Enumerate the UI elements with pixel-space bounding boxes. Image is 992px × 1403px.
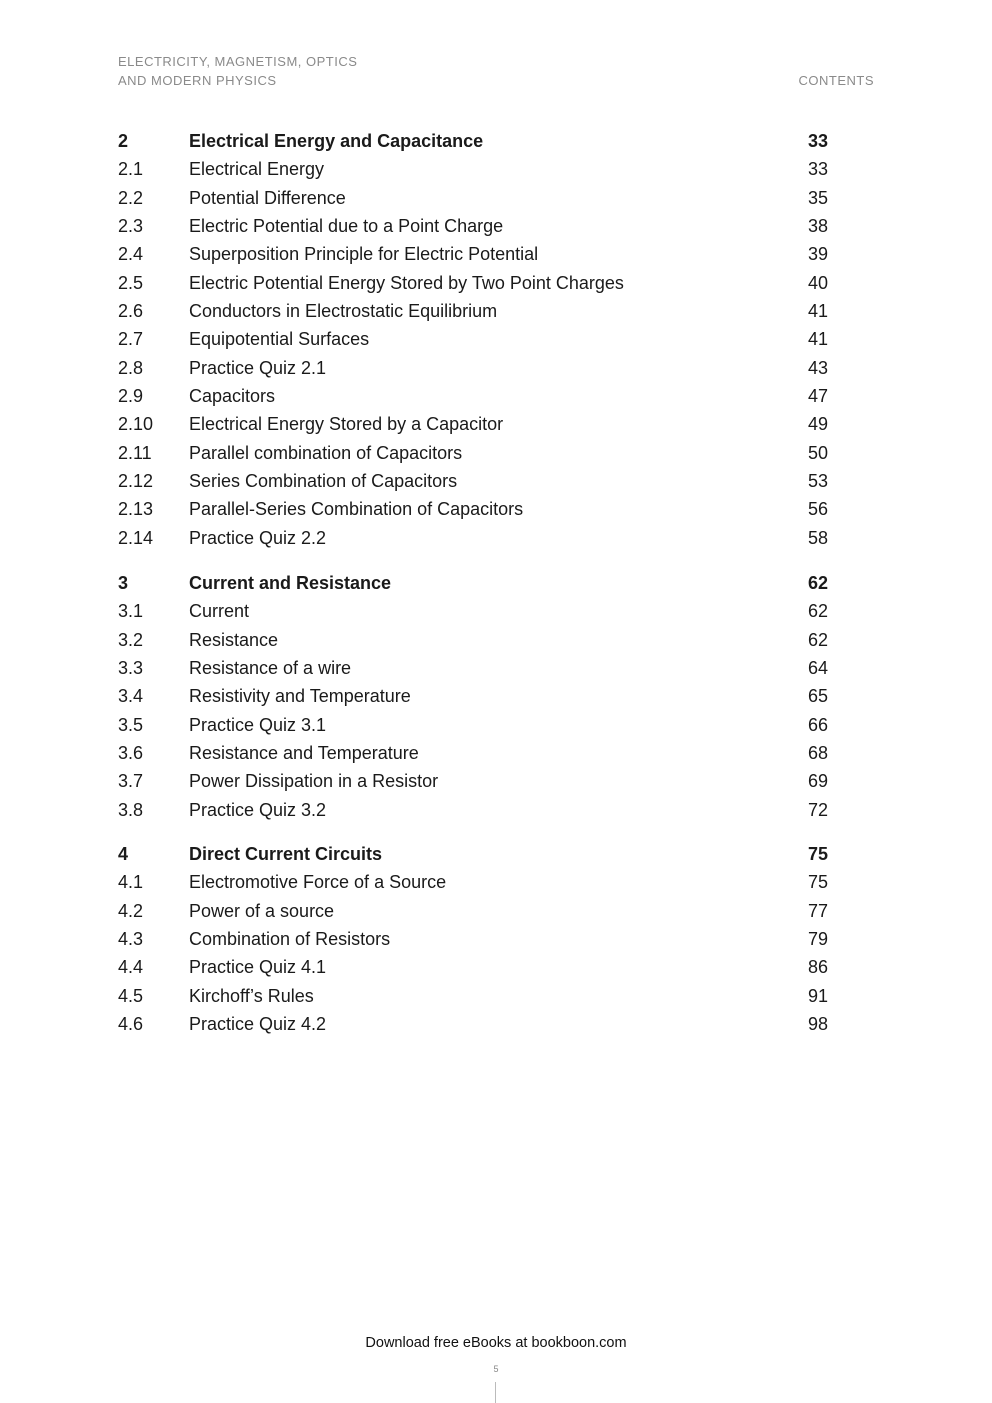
entry-page: 33 [807, 159, 828, 180]
entry-title: Superposition Principle for Electric Potential [189, 244, 539, 265]
toc-entry[interactable] [118, 495, 828, 523]
entry-number: 4.4 [118, 957, 144, 978]
entry-page: 62 [807, 601, 828, 622]
entry-title: Electrical Energy [189, 159, 325, 180]
entry-number: 2.6 [118, 301, 144, 322]
entry-number: 4 [118, 844, 129, 864]
entry-page: 35 [807, 187, 828, 208]
toc-entry[interactable] [118, 212, 828, 240]
chapter-block [118, 127, 828, 552]
toc-entry[interactable] [118, 796, 828, 824]
entry-number: 2.4 [118, 244, 144, 265]
entry-title: Series Combination of Capacitors [189, 471, 458, 492]
chapter-heading[interactable] [118, 127, 828, 155]
entry-number: 2.2 [118, 187, 144, 208]
entry-page: 49 [807, 414, 828, 435]
entry-title: Parallel combination of Capacitors [189, 442, 463, 463]
entry-title: Capacitors [189, 386, 276, 407]
entry-page: 40 [807, 272, 828, 293]
toc-entry[interactable] [118, 739, 828, 767]
toc-entry[interactable] [118, 1010, 828, 1038]
book-title-line-2: AND MODERN PHYSICS [118, 73, 277, 88]
chapter-block [118, 840, 828, 1038]
entry-title: Practice Quiz 4.2 [189, 1014, 327, 1035]
entry-page: 77 [807, 900, 828, 921]
toc-entry[interactable] [118, 184, 828, 212]
entry-title: Electromotive Force of a Source [189, 872, 447, 893]
entry-number: 2.1 [118, 159, 144, 180]
entry-title: Practice Quiz 3.1 [189, 714, 327, 735]
page-number-divider [495, 1382, 496, 1403]
entry-page: 69 [807, 771, 828, 792]
entry-number: 3.5 [118, 714, 144, 735]
entry-title: Resistance of a wire [189, 658, 352, 679]
book-title-line-1: ELECTRICITY, MAGNETISM, OPTICS [118, 54, 358, 69]
toc-entry[interactable] [118, 439, 828, 467]
entry-number: 4.5 [118, 985, 144, 1006]
toc-entry[interactable] [118, 325, 828, 353]
toc-entry[interactable] [118, 868, 828, 896]
entry-title: Parallel-Series Combination of Capacitors [189, 499, 524, 520]
footer-download-link[interactable]: Download free eBooks at bookboon.com [365, 1335, 627, 1351]
toc-entry[interactable] [118, 597, 828, 625]
toc-entry[interactable] [118, 155, 828, 183]
entry-title: Practice Quiz 4.1 [189, 957, 327, 978]
toc-entry[interactable] [118, 297, 828, 325]
entry-page: 53 [807, 471, 828, 492]
entry-page: 75 [807, 872, 828, 893]
toc-entry[interactable] [118, 953, 828, 981]
toc-entry[interactable] [118, 654, 828, 682]
entry-title: Electrical Energy Stored by a Capacitor [189, 414, 504, 435]
toc-entry[interactable] [118, 925, 828, 953]
toc-entry[interactable] [118, 626, 828, 654]
entry-number: 4.1 [118, 872, 144, 893]
entry-number: 2.7 [118, 329, 144, 350]
entry-title: Kirchoff’s Rules [189, 985, 314, 1006]
entry-title: Practice Quiz 3.2 [189, 799, 327, 820]
entry-number: 4.6 [118, 1014, 144, 1035]
entry-page: 41 [807, 301, 828, 322]
entry-number: 2.8 [118, 357, 144, 378]
toc-entry[interactable] [118, 269, 828, 297]
entry-number: 2.10 [118, 414, 154, 435]
toc-entry[interactable] [118, 410, 828, 438]
entry-title: Resistivity and Temperature [189, 686, 411, 707]
entry-number: 3.1 [118, 601, 144, 622]
entry-page: 75 [807, 844, 828, 864]
entry-number: 2.11 [118, 442, 152, 463]
entry-title: Resistance [189, 629, 279, 650]
entry-title: Practice Quiz 2.2 [189, 527, 327, 548]
entry-page: 68 [807, 743, 828, 764]
entry-page: 64 [807, 658, 828, 679]
entry-page: 91 [807, 985, 828, 1006]
entry-page: 58 [807, 527, 828, 548]
entry-number: 2 [118, 131, 129, 151]
entry-number: 4.2 [118, 900, 144, 921]
entry-page: 66 [807, 714, 828, 735]
entry-number: 2.9 [118, 386, 144, 407]
entry-title: Conductors in Electrostatic Equilibrium [189, 301, 498, 322]
entry-number: 3.7 [118, 771, 144, 792]
entry-number: 3.8 [118, 799, 144, 820]
toc-entry[interactable] [118, 382, 828, 410]
entry-title: Electrical Energy and Capacitance [189, 131, 484, 151]
entry-page: 50 [807, 442, 828, 463]
entry-page: 39 [807, 244, 828, 265]
entry-title: Power of a source [189, 900, 335, 921]
entry-page: 62 [807, 573, 828, 593]
entry-title: Power Dissipation in a Resistor [189, 771, 439, 792]
toc-entry[interactable] [118, 711, 828, 739]
toc-entry[interactable] [118, 354, 828, 382]
toc-entry[interactable] [118, 467, 828, 495]
entry-number: 2.5 [118, 272, 144, 293]
toc-entry[interactable] [118, 897, 828, 925]
entry-page: 98 [807, 1014, 828, 1035]
entry-number: 3.4 [118, 686, 144, 707]
entry-number: 3.3 [118, 658, 144, 679]
entry-number: 3 [118, 573, 129, 593]
toc-entry[interactable] [118, 524, 828, 552]
chapter-heading[interactable] [118, 840, 828, 868]
entry-page: 56 [807, 499, 828, 520]
page-number: 5 [493, 1364, 499, 1374]
entry-title: Electric Potential due to a Point Charge [189, 216, 504, 237]
toc-entry[interactable] [118, 682, 828, 710]
entry-title: Resistance and Temperature [189, 743, 419, 764]
chapter-heading[interactable] [118, 569, 828, 597]
entry-number: 2.3 [118, 216, 144, 237]
entry-number: 3.6 [118, 743, 144, 764]
entry-title: Equipotential Surfaces [189, 329, 370, 350]
entry-page: 41 [807, 329, 828, 350]
toc-entry[interactable] [118, 240, 828, 268]
entry-title: Current and Resistance [189, 573, 392, 593]
entry-number: 2.14 [118, 527, 154, 548]
entry-title: Combination of Resistors [189, 929, 391, 950]
entry-page: 72 [807, 799, 828, 820]
entry-page: 47 [807, 386, 828, 407]
running-header-section: CONTENTS [798, 73, 874, 88]
entry-page: 86 [807, 957, 828, 978]
entry-title: Practice Quiz 2.1 [189, 357, 327, 378]
entry-title: Potential Difference [189, 187, 346, 208]
toc-entry[interactable] [118, 982, 828, 1010]
entry-title: Current [189, 601, 250, 622]
entry-title: Direct Current Circuits [189, 844, 383, 864]
entry-title: Electric Potential Energy Stored by Two Point Charges [189, 272, 624, 293]
entry-number: 3.2 [118, 629, 144, 650]
entry-page: 43 [807, 357, 828, 378]
entry-page: 62 [807, 629, 828, 650]
entry-number: 2.13 [118, 499, 154, 520]
entry-number: 4.3 [118, 929, 144, 950]
running-header-book-title [118, 52, 357, 90]
entry-number: 2.12 [118, 471, 154, 492]
entry-page: 33 [807, 131, 828, 151]
toc-entry[interactable] [118, 767, 828, 795]
entry-page: 65 [807, 686, 828, 707]
entry-page: 38 [807, 216, 828, 237]
chapter-block [118, 569, 828, 824]
entry-page: 79 [807, 929, 828, 950]
